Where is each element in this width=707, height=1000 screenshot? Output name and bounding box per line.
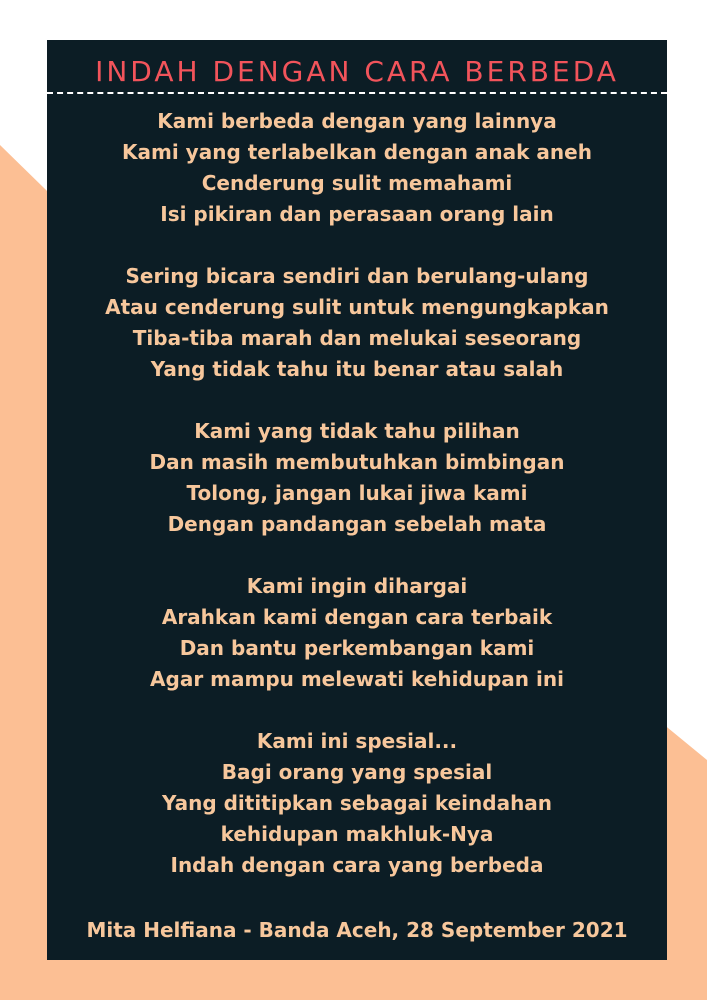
poem-title: INDAH DENGAN CARA BERBEDA — [95, 55, 619, 88]
poem-line: Kami berbeda dengan yang lainnya — [157, 109, 557, 133]
stanza — [47, 261, 667, 385]
poem-line: Atau cenderung sulit untuk mengungkapkan — [105, 295, 609, 319]
stanza — [47, 726, 667, 881]
poem-line: Sering bicara sendiri dan berulang-ulang — [125, 264, 589, 288]
poem-line: Kami ini spesial... — [256, 729, 458, 753]
poem-line: Isi pikiran dan perasaan orang lain — [160, 202, 554, 226]
author-signature: Mita Helfiana - Banda Aceh, 28 September 2021 — [86, 918, 628, 942]
poem-line: Indah dengan cara yang berbeda — [170, 853, 544, 877]
poem-line: Kami yang tidak tahu pilihan — [194, 419, 520, 443]
poem-line: kehidupan makhluk-Nya — [220, 822, 494, 846]
stanza — [47, 106, 667, 230]
poem-line: Kami yang terlabelkan dengan anak aneh — [122, 140, 592, 164]
poem-line: Arahkan kami dengan cara terbaik — [161, 605, 553, 629]
stanza — [47, 416, 667, 540]
poem-line: Agar mampu melewati kehidupan ini — [150, 667, 564, 691]
poem-line: Yang dititipkan sebagai keindahan — [161, 791, 553, 815]
poem-line: Yang tidak tahu itu benar atau salah — [150, 357, 564, 381]
title-divider — [47, 92, 667, 94]
poem-line: Tolong, jangan lukai jiwa kami — [186, 481, 528, 505]
poem-line: Kami ingin dihargai — [246, 574, 468, 598]
poem-line: Dengan pandangan sebelah mata — [167, 512, 547, 536]
stanza — [47, 571, 667, 695]
poem-card — [47, 40, 667, 960]
poem-line: Bagi orang yang spesial — [221, 760, 493, 784]
poem-line: Dan masih membutuhkan bimbingan — [149, 450, 565, 474]
poem-line: Dan bantu perkembangan kami — [179, 636, 535, 660]
poem-line: Cenderung sulit memahami — [201, 171, 513, 195]
poem-line: Tiba-tiba marah dan melukai seseorang — [132, 326, 582, 350]
poem-body — [47, 106, 667, 912]
